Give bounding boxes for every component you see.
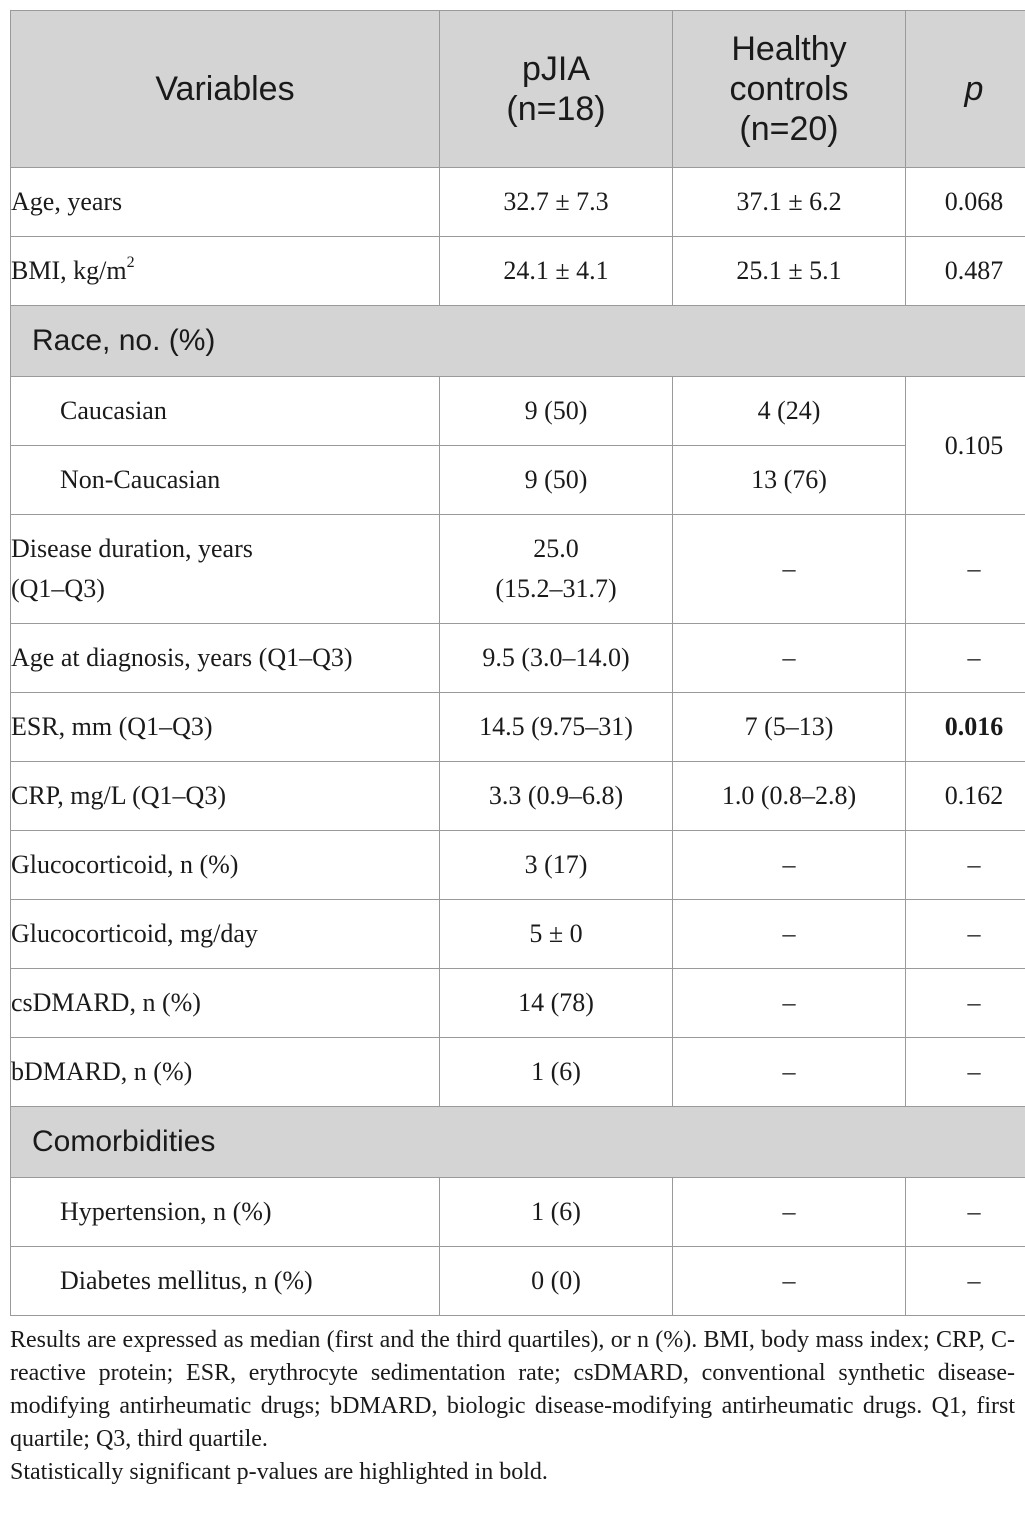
row-label: csDMARD, n (%) (11, 969, 440, 1038)
cell-pjia: 32.7 ± 7.3 (440, 168, 673, 237)
row-label: CRP, mg/L (Q1–Q3) (11, 762, 440, 831)
table-row-age-at-diagnosis (11, 624, 1025, 693)
characteristics-table (10, 10, 1025, 1316)
table-footnotes (10, 1324, 1015, 1489)
row-label: bDMARD, n (%) (11, 1038, 440, 1107)
header-hc-line1: Healthy (731, 30, 847, 68)
row-label: Hypertension, n (%) (11, 1178, 440, 1247)
cell-pjia: 1 (6) (440, 1038, 673, 1107)
cell-p-value: 0.068 (906, 168, 1025, 237)
section-heading: Race, no. (%) (11, 306, 1025, 377)
cell-p-value: – (906, 969, 1025, 1038)
row-label-line2: (Q1–Q3) (11, 574, 105, 603)
cell-pjia: 9.5 (3.0–14.0) (440, 624, 673, 693)
table-row-csdmard (11, 969, 1025, 1038)
table-row-glucocorticoid-dose (11, 900, 1025, 969)
cell-healthy-controls: 25.1 ± 5.1 (673, 237, 906, 306)
section-row-comorbidities (11, 1107, 1025, 1178)
cell-pjia: 24.1 ± 4.1 (440, 237, 673, 306)
cell-pjia: 1 (6) (440, 1178, 673, 1247)
cell-p-value: – (906, 1247, 1025, 1316)
row-label (11, 515, 440, 624)
cell-pjia: 3 (17) (440, 831, 673, 900)
row-label: ESR, mm (Q1–Q3) (11, 693, 440, 762)
cell-p-value: – (906, 515, 1025, 624)
row-label-text: BMI, kg/m (11, 256, 127, 285)
table-row-esr (11, 693, 1025, 762)
header-hc-line3: (n=20) (739, 110, 839, 148)
row-label: Glucocorticoid, n (%) (11, 831, 440, 900)
table-row-hypertension (11, 1178, 1025, 1247)
table-row-disease-duration (11, 515, 1025, 624)
header-pjia-line2: (n=18) (506, 90, 606, 128)
table-row-bdmard (11, 1038, 1025, 1107)
cell-healthy-controls: – (673, 900, 906, 969)
cell-healthy-controls: – (673, 969, 906, 1038)
table-row-diabetes (11, 1247, 1025, 1316)
cell-healthy-controls: – (673, 1178, 906, 1247)
header-pjia (440, 11, 673, 168)
row-label: Age at diagnosis, years (Q1–Q3) (11, 624, 440, 693)
cell-p-value-significant: 0.016 (906, 693, 1025, 762)
cell-healthy-controls: – (673, 624, 906, 693)
row-label: Age, years (11, 168, 440, 237)
cell-healthy-controls: 7 (5–13) (673, 693, 906, 762)
cell-p-value: 0.487 (906, 237, 1025, 306)
section-row-race (11, 306, 1025, 377)
table-row-caucasian (11, 377, 1025, 446)
cell-p-value-race: 0.105 (906, 377, 1025, 515)
footnote-abbreviations: Results are expressed as median (first and the third quartiles), or n (%). BMI, body mass index; CRP, C-reactive protein; ESR, erythrocyte sedimentation rate; csDMARD, conventional synthetic disease-modifying antirheumatic drugs; bDMARD, biologic disease-modifying antirheumatic drugs. Q1, first quartile; Q3, third quartile. (10, 1327, 1015, 1452)
cell-healthy-controls: – (673, 1247, 906, 1316)
cell-pjia: 0 (0) (440, 1247, 673, 1316)
cell-p-value: – (906, 900, 1025, 969)
header-hc-line2: controls (729, 70, 849, 108)
header-pjia-line1: pJIA (521, 50, 591, 88)
header-healthy-controls (673, 11, 906, 168)
table-row-crp (11, 762, 1025, 831)
superscript: 2 (126, 254, 135, 271)
cell-pjia: 5 ± 0 (440, 900, 673, 969)
cell-pjia: 9 (50) (440, 446, 673, 515)
cell-p-value: – (906, 1178, 1025, 1247)
cell-pjia: 14 (78) (440, 969, 673, 1038)
cell-pjia-line2: (15.2–31.7) (495, 574, 617, 603)
header-variables: Variables (11, 11, 440, 168)
cell-healthy-controls: – (673, 831, 906, 900)
cell-healthy-controls: 1.0 (0.8–2.8) (673, 762, 906, 831)
row-label-line1: Disease duration, years (11, 534, 253, 563)
cell-p-value: – (906, 1038, 1025, 1107)
cell-pjia: 3.3 (0.9–6.8) (440, 762, 673, 831)
cell-p-value: – (906, 831, 1025, 900)
table-row-glucocorticoid-n (11, 831, 1025, 900)
table-row-non-caucasian (11, 446, 1025, 515)
row-label: Diabetes mellitus, n (%) (11, 1247, 440, 1316)
row-label: Non-Caucasian (11, 446, 440, 515)
cell-pjia: 9 (50) (440, 377, 673, 446)
row-label: Caucasian (11, 377, 440, 446)
row-label (11, 237, 440, 306)
table-row-bmi (11, 237, 1025, 306)
row-label: Glucocorticoid, mg/day (11, 900, 440, 969)
cell-healthy-controls: 13 (76) (673, 446, 906, 515)
cell-p-value: 0.162 (906, 762, 1025, 831)
cell-healthy-controls: – (673, 1038, 906, 1107)
table-container (10, 10, 1025, 1489)
table-row-age (11, 168, 1025, 237)
cell-healthy-controls: 37.1 ± 6.2 (673, 168, 906, 237)
cell-pjia-line1: 25.0 (533, 534, 579, 563)
cell-pjia: 14.5 (9.75–31) (440, 693, 673, 762)
cell-healthy-controls: – (673, 515, 906, 624)
cell-pjia (440, 515, 673, 624)
table-header-row (11, 11, 1025, 168)
footnote-significance: Statistically significant p-values are highlighted in bold. (10, 1459, 548, 1485)
section-heading: Comorbidities (11, 1107, 1025, 1178)
header-p-value: p (906, 11, 1025, 168)
cell-p-value: – (906, 624, 1025, 693)
cell-healthy-controls: 4 (24) (673, 377, 906, 446)
